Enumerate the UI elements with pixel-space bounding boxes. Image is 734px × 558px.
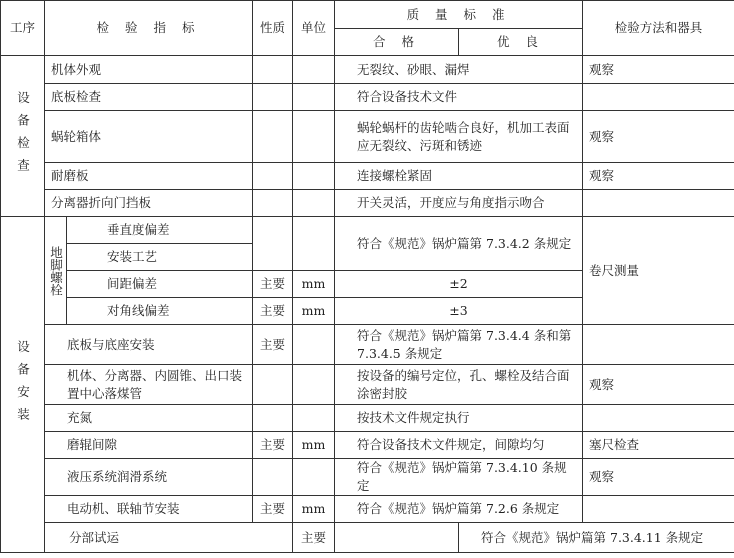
row-standard: ±2 (335, 271, 583, 298)
row-unit (335, 523, 459, 553)
row-item: 蜗轮箱体 (45, 111, 253, 163)
row-unit (293, 56, 335, 84)
row-standard: 符合设备技术文件规定，间隙均匀 (335, 432, 583, 459)
row-item: 对角线偏差 (67, 298, 253, 325)
row-method: 观察 (583, 365, 734, 405)
row-item: 充氮 (45, 405, 253, 432)
header-unit: 单位 (293, 1, 335, 56)
row-unit (293, 405, 335, 432)
row-method (583, 405, 734, 432)
row-method: 观察 (583, 459, 734, 496)
row-unit (293, 325, 335, 365)
row-nature (253, 56, 293, 84)
row-standard: 符合《规范》锅炉篇第 7.3.4.10 条规定 (335, 459, 583, 496)
row-standard: 蜗轮蜗杆的齿轮啮合良好，机加工表面应无裂纹、污斑和锈迹 (335, 111, 583, 163)
row-method (583, 496, 734, 523)
row-item: 液压系统润滑系统 (45, 459, 253, 496)
row-item: 机体外观 (45, 56, 253, 84)
row-item: 垂直度偏差 (67, 217, 253, 244)
row-unit (293, 84, 335, 111)
row-unit (293, 217, 335, 271)
header-pass: 合 格 (335, 29, 459, 56)
row-method: 卷尺测量 (583, 217, 734, 325)
row-standard: 连接螺栓紧固 (335, 163, 583, 190)
row-nature: 主要 (253, 271, 293, 298)
group-equipment-install: 设备安装 (1, 217, 45, 553)
group-anchor-bolt: 地脚螺栓 (45, 217, 67, 325)
row-standard: 符合《规范》锅炉篇第 7.2.6 条规定 (335, 496, 583, 523)
row-method: 观察 (583, 111, 734, 163)
row-item: 底板与底座安装 (45, 325, 253, 365)
row-standard: 符合《规范》锅炉篇第 7.3.4.11 条规定 (459, 523, 734, 553)
row-unit: mm (293, 298, 335, 325)
row-method: 观察 (583, 163, 734, 190)
row-item: 磨辊间隙 (45, 432, 253, 459)
row-nature (253, 111, 293, 163)
group-trial-run: 分部试运 (45, 523, 293, 553)
row-standard: 按技术文件规定执行 (335, 405, 583, 432)
row-unit: mm (293, 271, 335, 298)
row-method (583, 190, 734, 217)
header-quality: 质 量 标 准 (335, 1, 583, 29)
row-unit (293, 190, 335, 217)
row-unit (293, 163, 335, 190)
row-item: 耐磨板 (45, 163, 253, 190)
row-nature: 主要 (253, 298, 293, 325)
row-nature (253, 405, 293, 432)
header-indicator: 检 验 指 标 (45, 1, 253, 56)
row-nature (253, 459, 293, 496)
row-nature: 主要 (293, 523, 335, 553)
row-item: 间距偏差 (67, 271, 253, 298)
row-standard: ±3 (335, 298, 583, 325)
row-standard: 符合设备技术文件 (335, 84, 583, 111)
row-nature (253, 190, 293, 217)
header-process: 工序 (1, 1, 45, 56)
row-unit (293, 111, 335, 163)
row-method (583, 325, 734, 365)
row-method (583, 84, 734, 111)
row-unit: mm (293, 496, 335, 523)
row-item: 电动机、联轴节安装 (45, 496, 253, 523)
row-standard: 无裂纹、砂眼、漏焊 (335, 56, 583, 84)
row-standard: 按设备的编号定位，孔、螺栓及结合面涂密封胶 (335, 365, 583, 405)
row-item: 机体、分离器、内圆锥、出口装置中心落煤管 (45, 365, 253, 405)
row-standard: 符合《规范》锅炉篇第 7.3.4.2 条规定 (335, 217, 583, 271)
row-standard: 符合《规范》锅炉篇第 7.3.4.4 条和第 7.3.4.5 条规定 (335, 325, 583, 365)
row-nature (253, 84, 293, 111)
row-nature (253, 365, 293, 405)
row-nature: 主要 (253, 325, 293, 365)
row-method: 塞尺检查 (583, 432, 734, 459)
row-item: 分离器折向门挡板 (45, 190, 253, 217)
row-method: 观察 (583, 56, 734, 84)
row-nature: 主要 (253, 432, 293, 459)
header-nature: 性质 (253, 1, 293, 56)
row-unit (293, 365, 335, 405)
row-unit: mm (293, 432, 335, 459)
row-nature (253, 163, 293, 190)
group-equipment-check: 设备检查 (1, 56, 45, 217)
row-standard: 开关灵活，开度应与角度指示吻合 (335, 190, 583, 217)
header-excellent: 优 良 (459, 29, 583, 56)
row-unit (293, 459, 335, 496)
row-nature: 主要 (253, 496, 293, 523)
row-item: 安装工艺 (67, 244, 253, 271)
row-item: 底板检查 (45, 84, 253, 111)
header-method: 检验方法和器具 (583, 1, 734, 56)
row-nature (253, 217, 293, 271)
